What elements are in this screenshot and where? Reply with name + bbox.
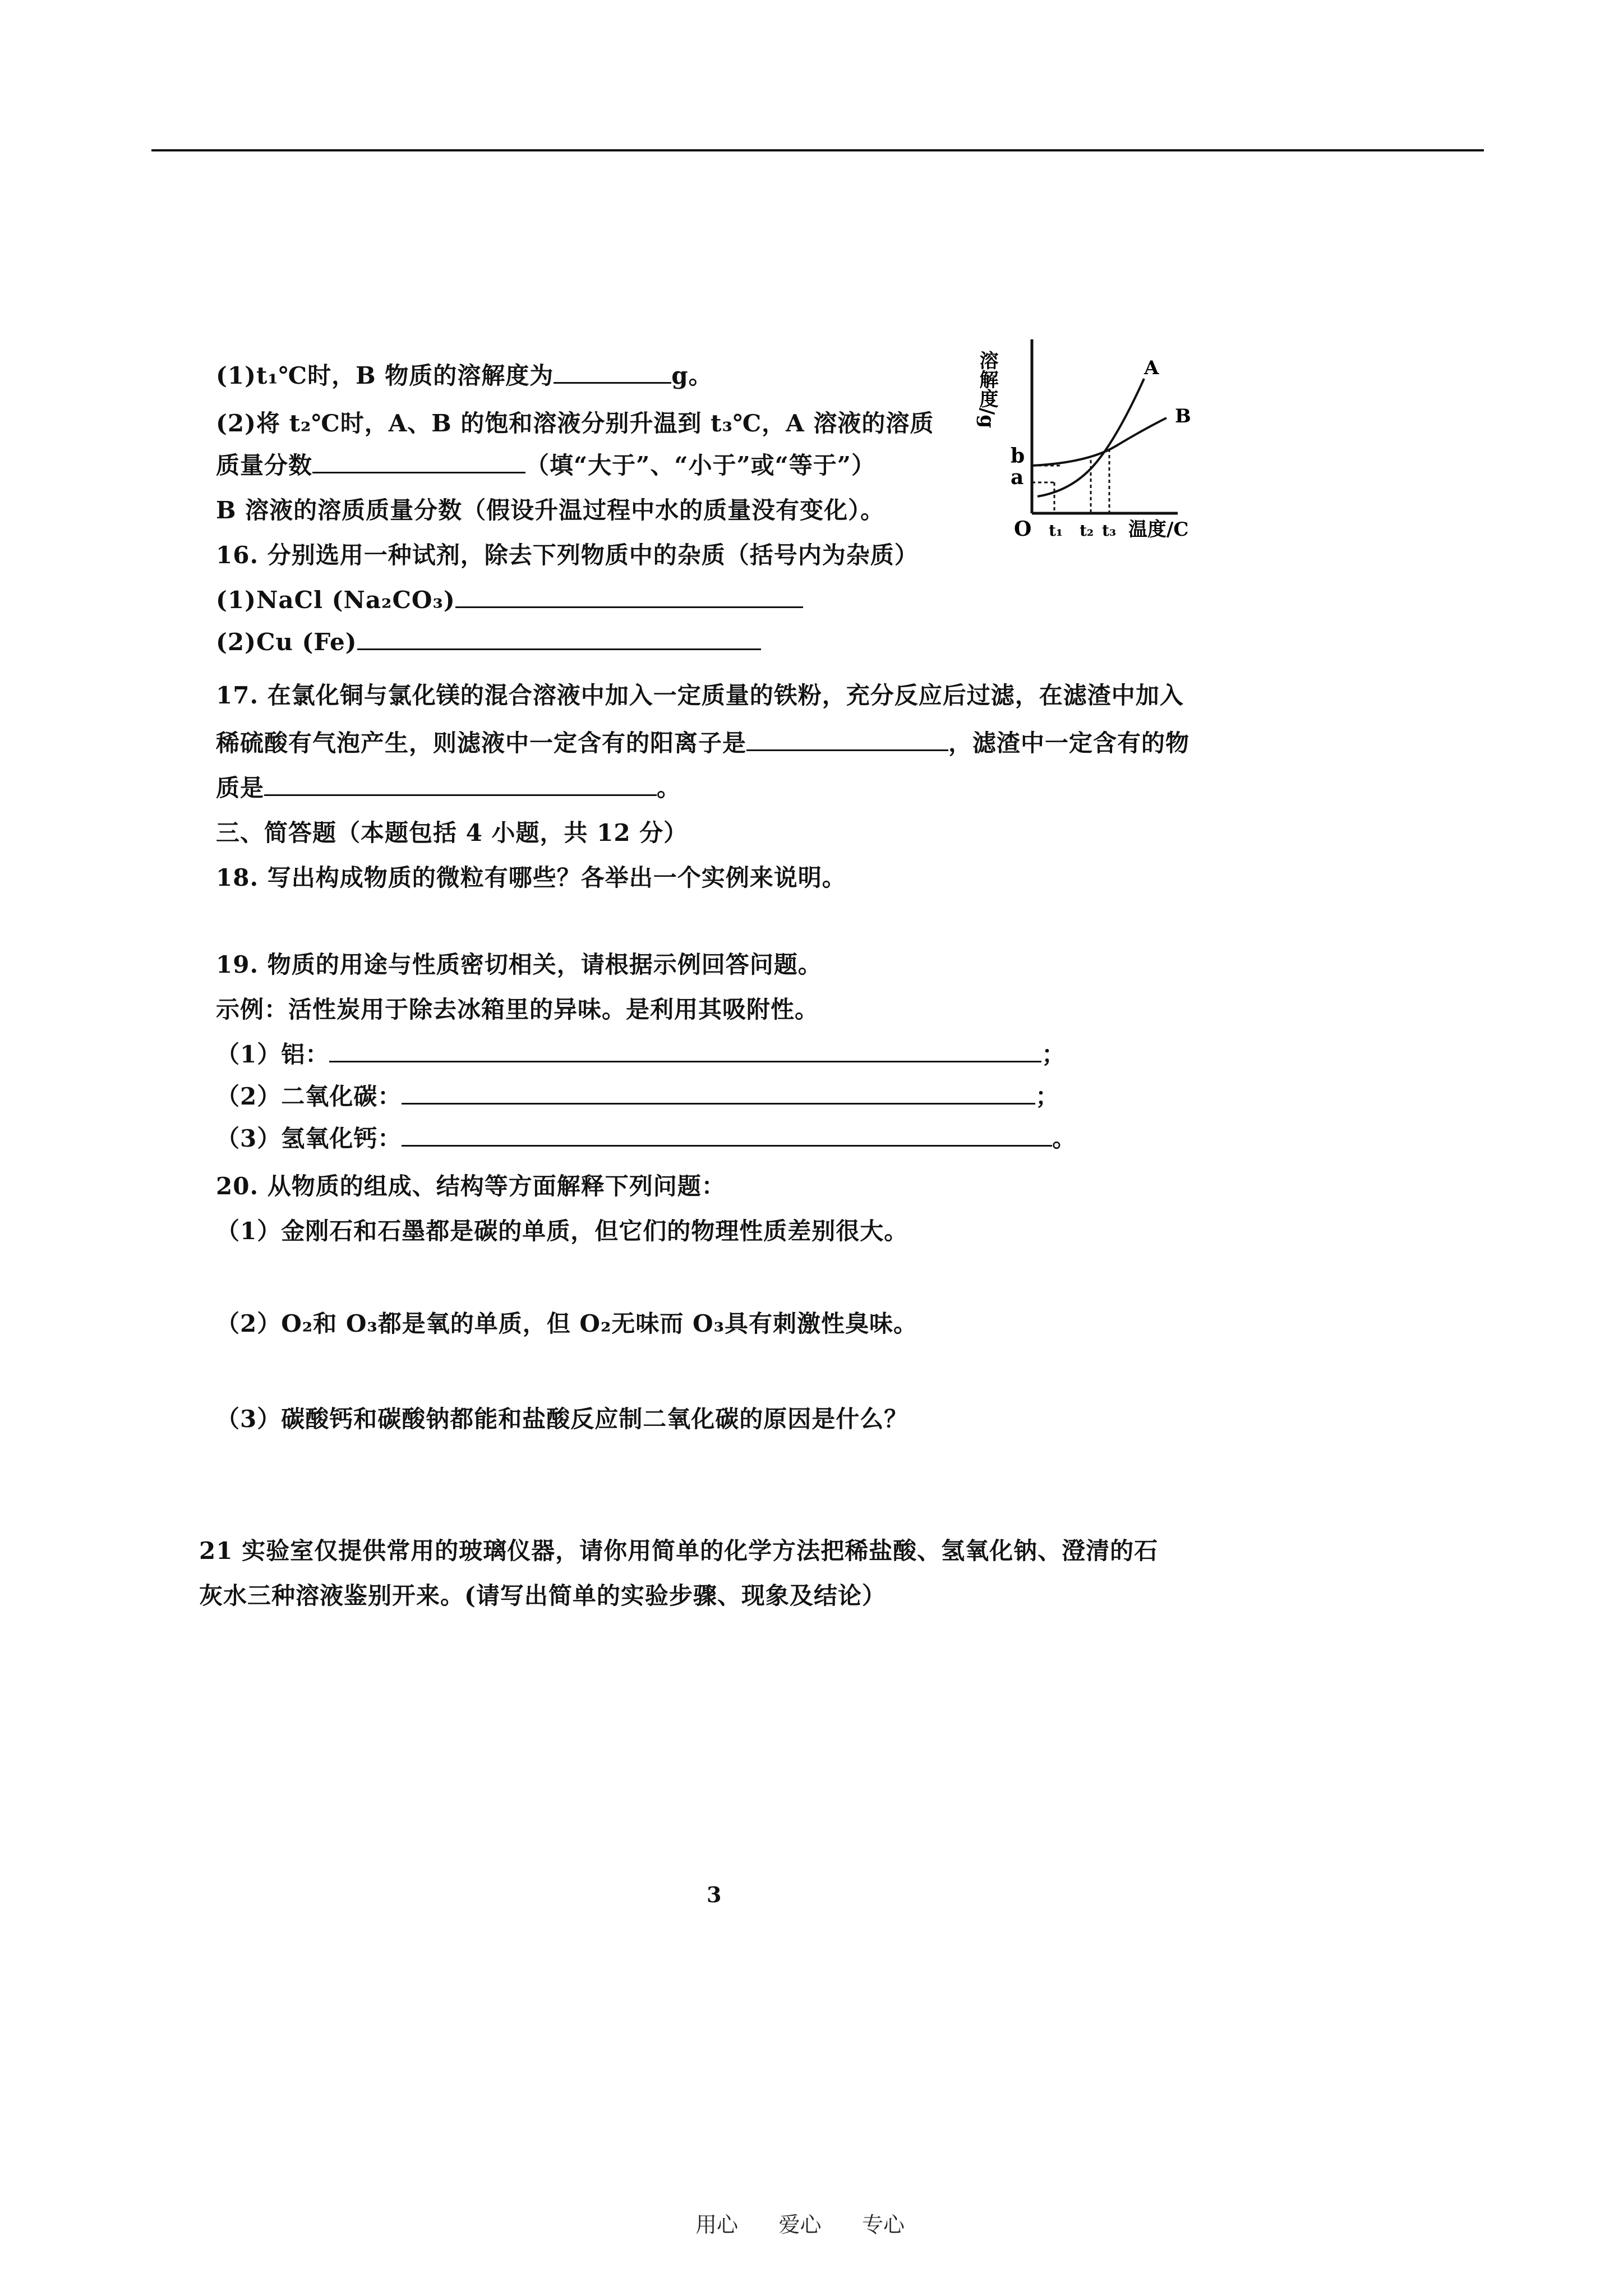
q19-title: 19. 物质的用途与性质密切相关，请根据示例回答问题。 — [216, 951, 822, 978]
q21-line1: 21 实验室仅提供常用的玻璃仪器，请你用简单的化学方法把稀盐酸、氢氧化钠、澄清的石 — [199, 1537, 1159, 1565]
q16-item1 — [216, 583, 803, 617]
q19-item3 — [216, 1122, 1076, 1156]
answer-blank[interactable] — [402, 1080, 1035, 1105]
page-number: 3 — [707, 1882, 722, 1907]
q19-item1-end: ； — [1041, 1041, 1066, 1068]
footer-text: 用心 爱心 专心 — [695, 2212, 905, 2237]
q19-item3-end: 。 — [1052, 1125, 1077, 1152]
q19-item1-label: （1）铝： — [216, 1041, 330, 1068]
q19-item2-end: ； — [1035, 1083, 1060, 1110]
q17-line2-text: 稀硫酸有气泡产生，则滤液中一定含有的阳离子是 — [216, 729, 747, 757]
q16-item2 — [216, 625, 761, 659]
x-tick-t2: t₂ — [1080, 521, 1094, 540]
solubility-chart-svg — [976, 328, 1228, 547]
q19-item2-label: （2）二氧化碳： — [216, 1083, 402, 1110]
q20-title: 20. 从物质的组成、结构等方面解释下列问题： — [216, 1172, 726, 1200]
q15-line1 — [216, 359, 713, 393]
section3-title: 三、简答题（本题包括 4 小题，共 12 分） — [216, 819, 688, 846]
q17-line3 — [216, 771, 681, 805]
q15-line4: B 溶液的溶质质量分数（假设升温过程中水的质量没有变化）。 — [216, 496, 885, 524]
y-tick-b: b — [1011, 444, 1025, 468]
q19-item1 — [216, 1038, 1066, 1071]
answer-blank[interactable] — [357, 626, 761, 650]
q20-item3: （3）碳酸钙和碳酸钠都能和盐酸反应制二氧化碳的原因是什么？ — [216, 1405, 909, 1433]
x-tick-t1: t₁ — [1049, 521, 1063, 540]
q17-line3-text: 质是 — [216, 774, 265, 802]
series-b-label: B — [1175, 405, 1191, 427]
q21-line2: 灰水三种溶液鉴别开来。(请写出简单的实验步骤、现象及结论） — [199, 1582, 886, 1609]
q16-item2-text: (2)Cu (Fe) — [216, 628, 357, 656]
q17-line2 — [216, 726, 1189, 760]
answer-blank[interactable] — [746, 727, 948, 751]
q19-item2 — [216, 1080, 1059, 1114]
answer-blank[interactable] — [329, 1038, 1041, 1062]
q17-line2-tail: ，滤渣中一定含有的物 — [948, 729, 1190, 757]
origin-label: O — [1014, 517, 1032, 541]
q16-item1-text: (1)NaCl (Na₂CO₃) — [216, 586, 455, 614]
q15-line1-text: (1)t₁℃时，B 物质的溶解度为 — [216, 362, 554, 389]
solubility-chart — [976, 328, 1228, 547]
header-rule — [151, 149, 1484, 151]
y-tick-a: a — [1011, 466, 1024, 489]
answer-blank[interactable] — [312, 449, 525, 473]
q17-line1: 17. 在氯化铜与氯化镁的混合溶液中加入一定质量的铁粉，充分反应后过滤，在滤渣中加入 — [216, 682, 1184, 709]
q15-line3-text: 质量分数 — [216, 452, 313, 479]
series-a-label: A — [1144, 357, 1159, 379]
q15-line2: (2)将 t₂℃时，A、B 的饱和溶液分别升温到 t₃℃，A 溶液的溶质 — [216, 409, 934, 437]
x-axis-label: 温度/C — [1128, 518, 1189, 541]
q15-line3 — [216, 449, 875, 482]
answer-blank[interactable] — [455, 584, 803, 608]
x-tick-t3: t₃ — [1102, 521, 1117, 540]
answer-blank[interactable] — [402, 1122, 1052, 1147]
q20-item2: （2）O₂和 O₃都是氧的单质，但 O₂无味而 O₃具有刺激性臭味。 — [216, 1310, 918, 1337]
q16-title: 16. 分别选用一种试剂，除去下列物质中的杂质（括号内为杂质） — [216, 541, 919, 569]
q15-line3-hint: （填“大于”、“小于”或“等于”） — [525, 452, 875, 479]
q19-item3-label: （3）氢氧化钙： — [216, 1125, 402, 1152]
q15-line1-unit: g。 — [671, 362, 713, 389]
answer-blank[interactable] — [264, 772, 657, 796]
q20-item1: （1）金刚石和石墨都是碳的单质，但它们的物理性质差别很大。 — [216, 1217, 909, 1245]
q18-text: 18. 写出构成物质的微粒有哪些？各举出一个实例来说明。 — [216, 864, 846, 891]
answer-blank[interactable] — [554, 360, 671, 384]
y-axis-label: 溶解度/g — [976, 351, 998, 429]
q19-example: 示例：活性炭用于除去冰箱里的异味。是利用其吸附性。 — [216, 996, 819, 1023]
q17-line3-end: 。 — [657, 774, 681, 802]
